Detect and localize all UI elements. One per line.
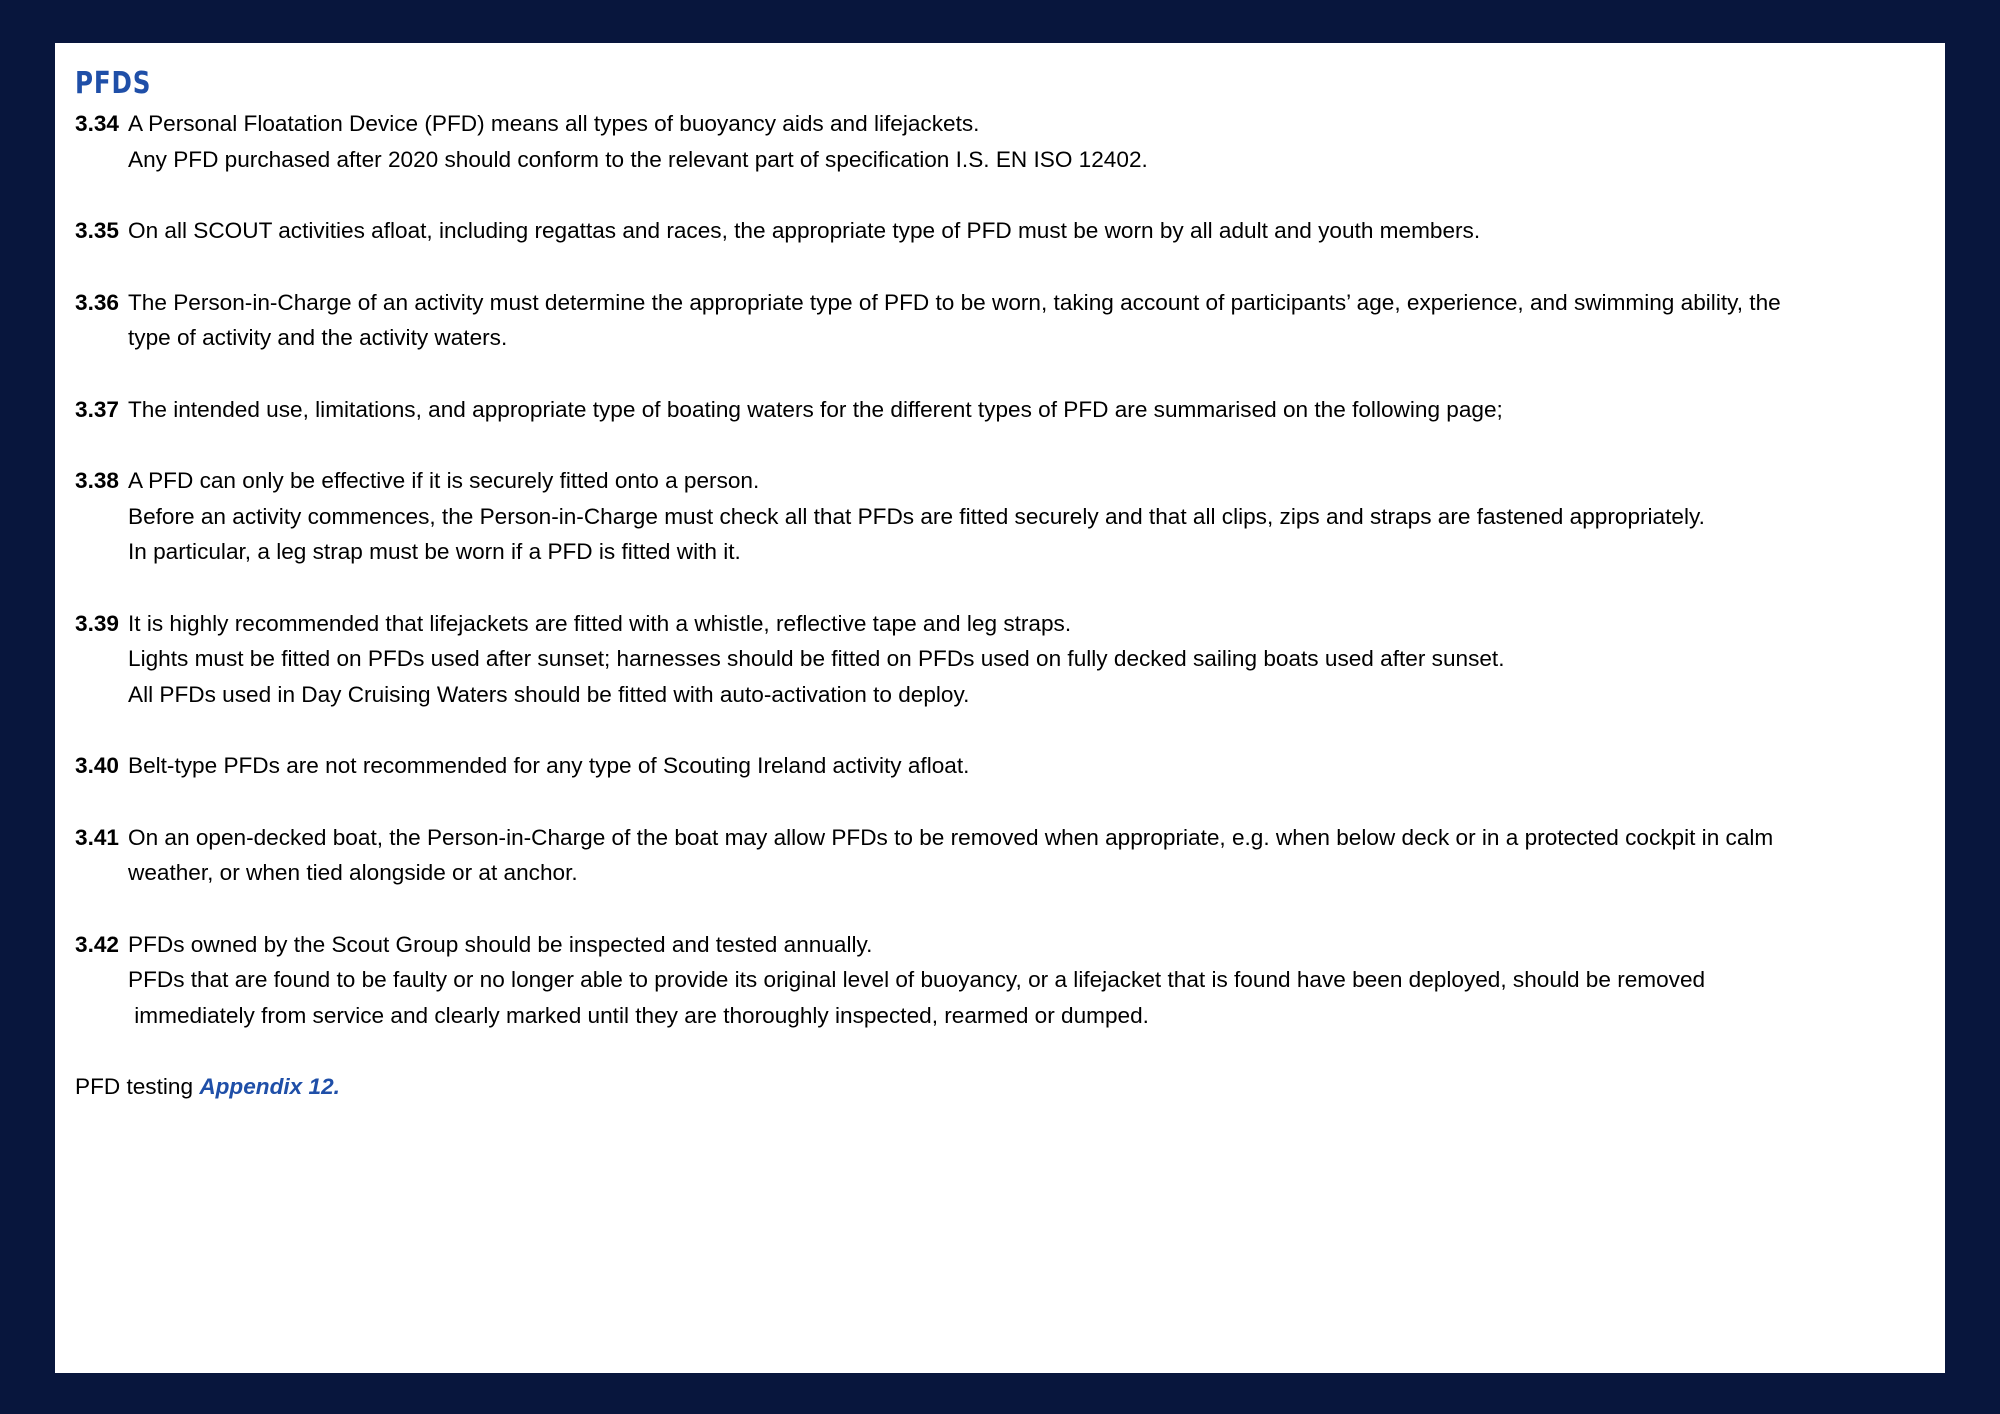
- clause-text: A PFD can only be effective if it is securely fitted onto a person.: [128, 468, 760, 493]
- clause-line: [75, 927, 1925, 963]
- clause-number: 3.35: [75, 218, 119, 243]
- clause-line: type of activity and the activity waters.: [128, 325, 508, 350]
- appendix-12-link[interactable]: Appendix 12.: [199, 1074, 340, 1099]
- clause-line: [75, 392, 1925, 428]
- clause-3-41: [75, 820, 1925, 891]
- clause-line: [75, 748, 1925, 784]
- clause-line: immediately from service and clearly marked until they are thoroughly inspected, rearmed or dumped.: [128, 1002, 1149, 1028]
- clause-3-38: [75, 463, 1925, 570]
- clause-number: 3.41: [75, 824, 119, 850]
- clause-line: [75, 463, 1925, 499]
- clause-line: All PFDs used in Day Cruising Waters should be fitted with auto-activation to deploy.: [128, 681, 970, 707]
- clause-line: Before an activity commences, the Person-in-Charge must check all that PFDs are fitted securely and that all clips, zips and straps are fastened appropriately.: [128, 503, 1705, 529]
- clause-line: [75, 106, 1925, 142]
- clause-text: On an open-decked boat, the Person-in-Charge of the boat may allow PFDs to be removed when appropriate, e.g. when below deck or in a protected cockpit in calm: [128, 824, 1774, 850]
- clause-3-36: [75, 285, 1925, 356]
- clause-line: Any PFD purchased after 2020 should conform to the relevant part of specification I.S. EN ISO 12402.: [128, 146, 1148, 172]
- clause-3-40: [75, 748, 1925, 784]
- clause-number: 3.34: [75, 111, 119, 136]
- clause-text: It is highly recommended that lifejackets are fitted with a whistle, reflective tape and leg straps.: [128, 610, 1072, 636]
- clause-number: 3.36: [75, 289, 119, 315]
- clause-3-34: [75, 106, 1925, 177]
- clause-number: 3.38: [75, 468, 119, 493]
- clause-3-37: [75, 392, 1925, 428]
- clause-number: 3.37: [75, 396, 119, 422]
- pfd-testing-text: PFD testing: [75, 1074, 200, 1099]
- clause-text: A Personal Floatation Device (PFD) means all types of buoyancy aids and lifejackets.: [128, 111, 980, 136]
- clause-text: PFDs owned by the Scout Group should be inspected and tested annually.: [128, 931, 873, 957]
- clause-line: [75, 606, 1925, 642]
- clause-line: Lights must be fitted on PFDs used after sunset; harnesses should be fitted on PFDs used on fully decked sailing boats used after sunset.: [128, 646, 1505, 671]
- clause-number: 3.39: [75, 610, 119, 636]
- clause-3-35: [75, 213, 1925, 249]
- clause-line: In particular, a leg strap must be worn if a PFD is fitted with it.: [128, 539, 741, 564]
- clause-line: PFDs that are found to be faulty or no longer able to provide its original level of buoyancy, or a lifejacket that is found have been deployed, should be removed: [128, 967, 1706, 992]
- pfd-testing-reference: [75, 1069, 1925, 1105]
- clause-list: [75, 106, 1925, 1033]
- clause-3-39: [75, 606, 1925, 713]
- clause-3-42: [75, 927, 1925, 1034]
- section-title: PFDS: [75, 66, 152, 101]
- clause-line: [75, 213, 1925, 249]
- clause-text: The intended use, limitations, and appropriate type of boating waters for the different types of PFD are summarised on the following page;: [128, 396, 1503, 422]
- clause-text: The Person-in-Charge of an activity must determine the appropriate type of PFD to be worn, taking account of participants’ age, experience, and swimming ability, the: [128, 289, 1781, 315]
- clause-text: Belt-type PFDs are not recommended for any type of Scouting Ireland activity afloat.: [128, 753, 970, 778]
- document-page: [55, 43, 1945, 1373]
- clause-line: weather, or when tied alongside or at anchor.: [128, 860, 578, 885]
- clause-number: 3.42: [75, 931, 119, 957]
- clause-line: [75, 285, 1925, 321]
- clause-number: 3.40: [75, 753, 119, 778]
- clause-text: On all SCOUT activities afloat, including regattas and races, the appropriate type of PFD must be worn by all adult and youth members.: [128, 218, 1481, 243]
- clause-line: [75, 820, 1925, 856]
